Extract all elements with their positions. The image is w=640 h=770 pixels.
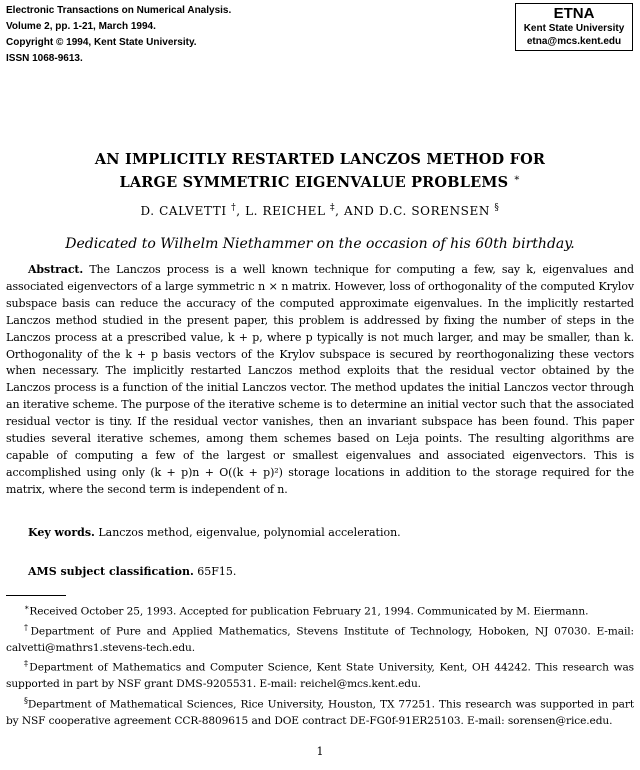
dedication: Dedicated to Wilhelm Niethammer on the occasion of his 60th birthday. (65, 236, 575, 252)
author-mark-1: † (231, 203, 237, 213)
footnote (6, 620, 634, 656)
ams-classification (28, 565, 236, 578)
keywords-body: Lanczos method, eigenvalue, polynomial acceleration. (98, 526, 401, 539)
footnote-mark: § (24, 695, 28, 705)
journal-name: Electronic Transactions on Numerical Analysis. (6, 5, 232, 16)
paper-title (0, 150, 640, 192)
ams-body: 65F15. (197, 565, 237, 578)
journal-header (6, 3, 231, 67)
abstract-body: The Lanczos process is a well known technique for computing a few, say k, eigenvalues and associated eigenvectors of a large symmetric n × n matrix. However, loss of orthogonality of the computed Krylov subspace basis can reduce the accuracy of the computed approximate eigenvalues. In the implicitly restarted Lanczos method studied in the present paper, this problem is addressed by fixing the number of steps in the Lanczos process at a prescribed value, k + p, where p typically is not much larger, and may be smaller, than k. Orthogonality of the k + p basis vectors of the Krylov subspace is secured by reorthogonalizing these vectors when necessary. The implicitly restarted Lanczos method exploits that the residual vector obtained by the Lanczos process is a function of the initial Lanczos vector. The method updates the initial Lanczos vector through an iterative scheme. The purpose of the iterative scheme is to determine an initial vector such that the associated residual vector is tiny. If the residual vector vanishes, then an invariant subspace has been found. This paper studies several iterative schemes, among them schemes based on Leja points. The resulting algorithms are capable of computing a few of the largest or smallest eigenvalues and associated eigenvectors. This is accomplished using only (k + p)n + O((k + p)²) storage locations in addition to the storage required for the matrix, where the second term is independent of n. (6, 263, 634, 496)
title-footnote-mark: ∗ (513, 173, 521, 184)
journal-volume: Volume 2, pp. 1-21, March 1994. (6, 21, 156, 32)
authors (0, 203, 640, 218)
author-calvetti: D. CALVETTI (140, 204, 227, 218)
footnote-text: Department of Pure and Applied Mathematics, Stevens Institute of Technology, Hoboken, NJ 07030. E-mail: calvetti@mathrs1.stevens-tech.edu. (6, 625, 634, 654)
title-line-1: AN IMPLICITLY RESTARTED LANCZOS METHOD FOR (94, 151, 546, 168)
page-number: 1 (316, 745, 324, 758)
abstract-label: Abstract. (28, 263, 84, 276)
author-sorensen: , AND D.C. SORENSEN (335, 204, 490, 218)
title-line-2-wrap (0, 169, 640, 192)
footnote-text: Department of Mathematics and Computer Science, Kent State University, Kent, OH 44242. This research was supported in part by NSF grant DMS-9205531. E-mail: reichel@mcs.kent.edu. (6, 661, 634, 691)
ams-label: AMS subject classification. (28, 565, 194, 578)
footnote-rule (6, 595, 66, 596)
etna-email: etna@mcs.kent.edu (526, 36, 622, 47)
title-line-2: LARGE SYMMETRIC EIGENVALUE PROBLEMS (119, 173, 509, 191)
footnote-text: Department of Mathematical Sciences, Rice University, Houston, TX 77251. This research was supported in part by NSF cooperative agreement CCR-8809615 and DOE contract DE-FG0f-91ER25103. E-mail: sorensen@rice.edu. (6, 698, 634, 727)
footnote-mark: ∗ (24, 603, 30, 612)
footnote (6, 600, 634, 620)
author-reichel: , L. REICHEL (236, 204, 326, 218)
journal-issn: ISSN 1068-9613. (6, 53, 83, 64)
abstract (6, 262, 634, 499)
footnote-text: Received October 25, 1993. Accepted for publication February 21, 1994. Communicated by M. Eiermann. (29, 605, 589, 618)
footnotes (6, 600, 634, 729)
etna-title: ETNA (553, 5, 595, 22)
footnote (6, 693, 634, 729)
author-mark-2: ‡ (330, 203, 336, 213)
etna-box (515, 3, 633, 51)
journal-copyright: Copyright © 1994, Kent State University. (6, 37, 197, 48)
keywords (28, 526, 401, 539)
author-mark-3: § (494, 203, 500, 213)
footnote-mark: † (24, 622, 31, 632)
footnote (6, 656, 634, 692)
footnote-mark: ‡ (24, 659, 30, 669)
keywords-label: Key words. (28, 526, 95, 539)
etna-university: Kent State University (523, 23, 625, 34)
